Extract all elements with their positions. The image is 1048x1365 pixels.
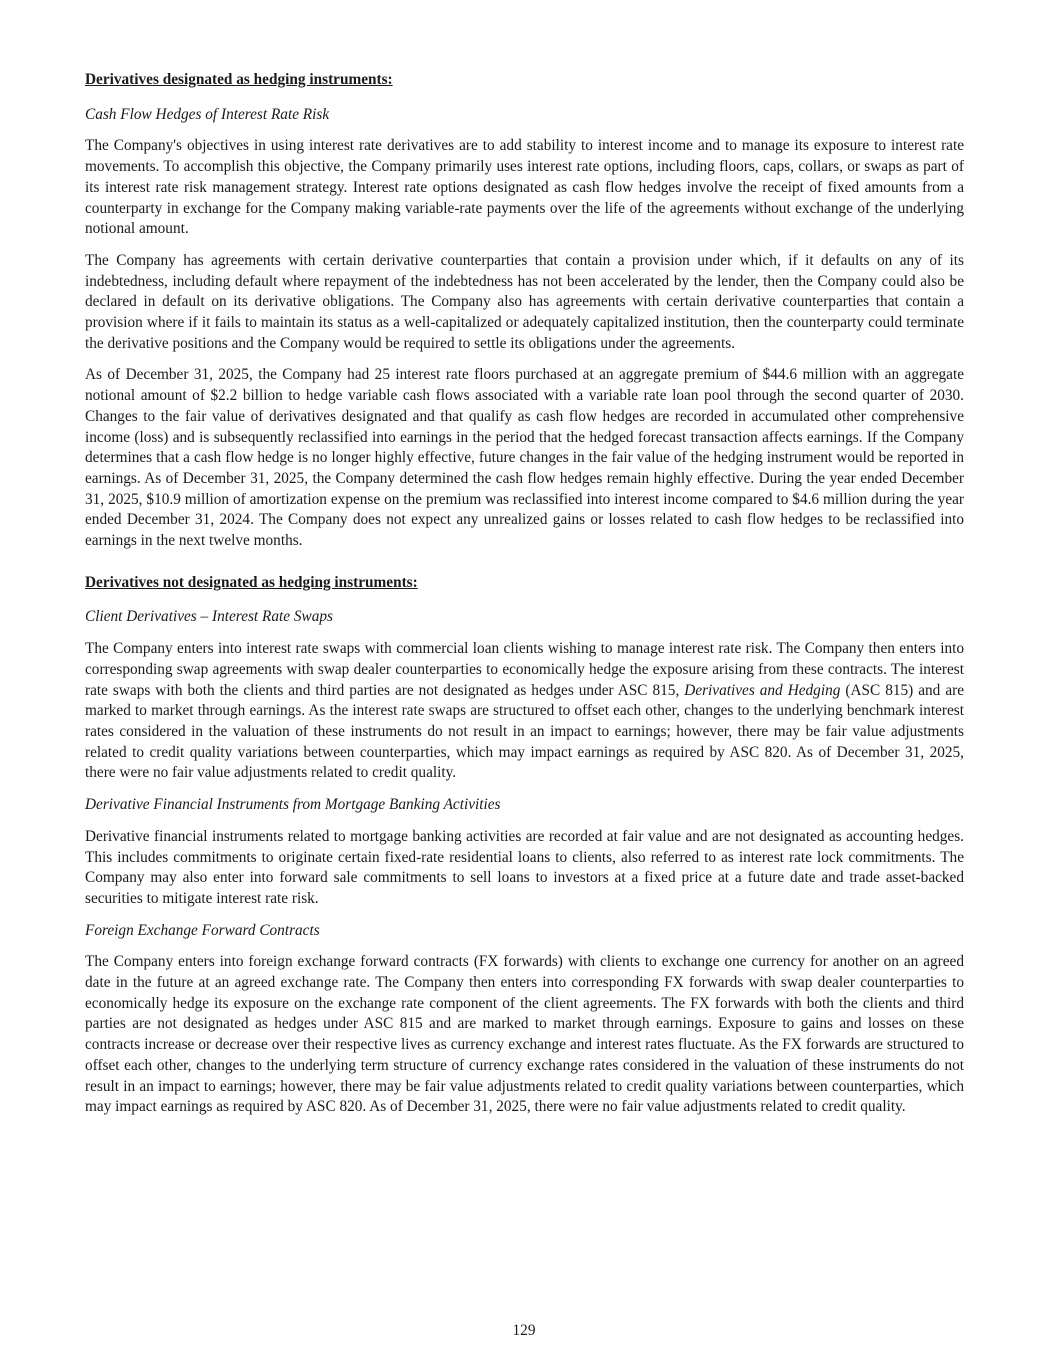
section-heading-not-designated: Derivatives not designated as hedging instruments: — [85, 573, 418, 591]
section-heading-designated: Derivatives designated as hedging instruments: — [85, 71, 393, 88]
subheading-mortgage-banking: Derivative Financial Instruments from Mortgage Banking Activities — [85, 796, 501, 814]
subheading-fx-forwards: Foreign Exchange Forward Contracts — [85, 921, 320, 939]
page-number: 129 — [512, 1322, 536, 1339]
paragraph-objectives: The Company's objectives in using interest rate derivatives are to add stability to interest income and to manage its exposure to interest rate movements. To accomplish this objective, the Company primarily uses interest rate options, including floors, caps, collars, or swaps as part of its interest rate risk management strategy. Interest rate options designated as cash flow hedges involve the receipt of fixed amounts from a counterparty in exchange for the Company making variable-rate payments over the life of the agreements without exchange of the underlying notional amount. — [85, 137, 964, 238]
paragraph-interest-rate-floors: As of December 31, 2025, the Company had 25 interest rate floors purchased at an aggregate premium of $44.6 million with an aggregate notional amount of $2.2 billion to hedge variable cash flows associated with a variable rate loan pool through the second quarter of 2030. Changes to the fair value of derivatives designated and that qualify as cash flow hedges are recorded in accumulated other comprehensive income (loss) and is subsequently reclassified into earnings in the period that the hedged forecast transaction affects earnings. If the Company determines that a cash flow hedge is no longer highly effective, future changes in the fair value of the hedging instrument would be reported in earnings. As of December 31, 2025, the Company determined the cash flow hedges remain highly effective. During the year ended December 31, 2025, $10.9 million of amortization expense on the premium was reclassified into interest income compared to $4.6 million during the year ended December 31, 2024. The Company does not expect any unrealized gains or losses related to cash flow hedges to be reclassified into earnings in the next twelve months. — [85, 366, 964, 550]
section-gap — [85, 563, 964, 573]
paragraph-fx-forwards: The Company enters into foreign exchange forward contracts (FX forwards) with clients to exchange one currency for another on an agreed date in the future at an agreed exchange rate. The Company then enters into corresponding FX forwards with swap dealer counterparties to economically hedge its exposure on the exchange rate component of the client agreements. The FX forwards with both the clients and third parties are not designated as hedges under ASC 815 and are marked to market through earnings. Exposure to gains and losses on these contracts increase or decrease over their respective lives as currency exchange and interest rates fluctuate. As the FX forwards are structured to offset each other, changes to the underlying term structure of currency exchange rates considered in the valuation of these instruments do not result in an impact to earnings; however, there may be fair value adjustments related to credit quality variations between counterparties, which may impact earnings as required by ASC 820. As of December 31, 2025, there were no fair value adjustments related to credit quality. — [85, 953, 964, 1116]
swaps-text-part-2: (ASC 815) and are marked to market through earnings. As the interest rate swaps are structured to offset each other, changes to the underlying benchmark interest rates considered in the valuation of these instruments do not result in an impact to earnings; however, there may be fair value adjustments related to credit quality variations between counterparties, which may impact earnings as required by ASC 820. As of December 31, 2025, there were no fair value adjustments related to credit quality. — [85, 681, 964, 782]
subheading-cash-flow-hedges: Cash Flow Hedges of Interest Rate Risk — [85, 105, 330, 123]
swaps-text-part-1: The Company enters into interest rate swaps with commercial loan clients wishing to manage interest rate risk. The Company then enters into corresponding swap agreements with swap dealer counterparties to economically hedge the exposure arising from these contracts. The interest rate swaps with both the clients and third parties are not designated as hedges under ASC 815, — [85, 640, 964, 699]
page-content — [85, 70, 964, 1129]
paragraph-interest-rate-swaps — [85, 639, 964, 784]
paragraph-counterparty-agreements: The Company has agreements with certain derivative counterparties that contain a provision under which, if it defaults on any of its indebtedness, including default where repayment of the indebtedness has not been accelerated by the lender, then the Company could also be declared in default on its derivative obligations. The Company also has agreements with certain derivative counterparties that contain a provision where if it fails to maintain its status as a well-capitalized or adequately capitalized institution, then the counterparty could terminate the derivative positions and the Company would be required to settle its obligations under the agreements. — [85, 251, 964, 352]
swaps-text-italic-title: Derivatives and Hedging — [684, 681, 841, 699]
paragraph-mortgage-banking: Derivative financial instruments related to mortgage banking activities are recorded at fair value and are not designated as accounting hedges. This includes commitments to originate certain fixed-rate residential loans to clients, also referred to as interest rate lock commitments. The Company may also enter into forward sale commitments to sell loans to investors at a fixed price at a future date and trade asset-backed securities to mitigate interest rate risk. — [85, 827, 964, 907]
subheading-client-derivatives: Client Derivatives – Interest Rate Swaps — [85, 608, 333, 626]
